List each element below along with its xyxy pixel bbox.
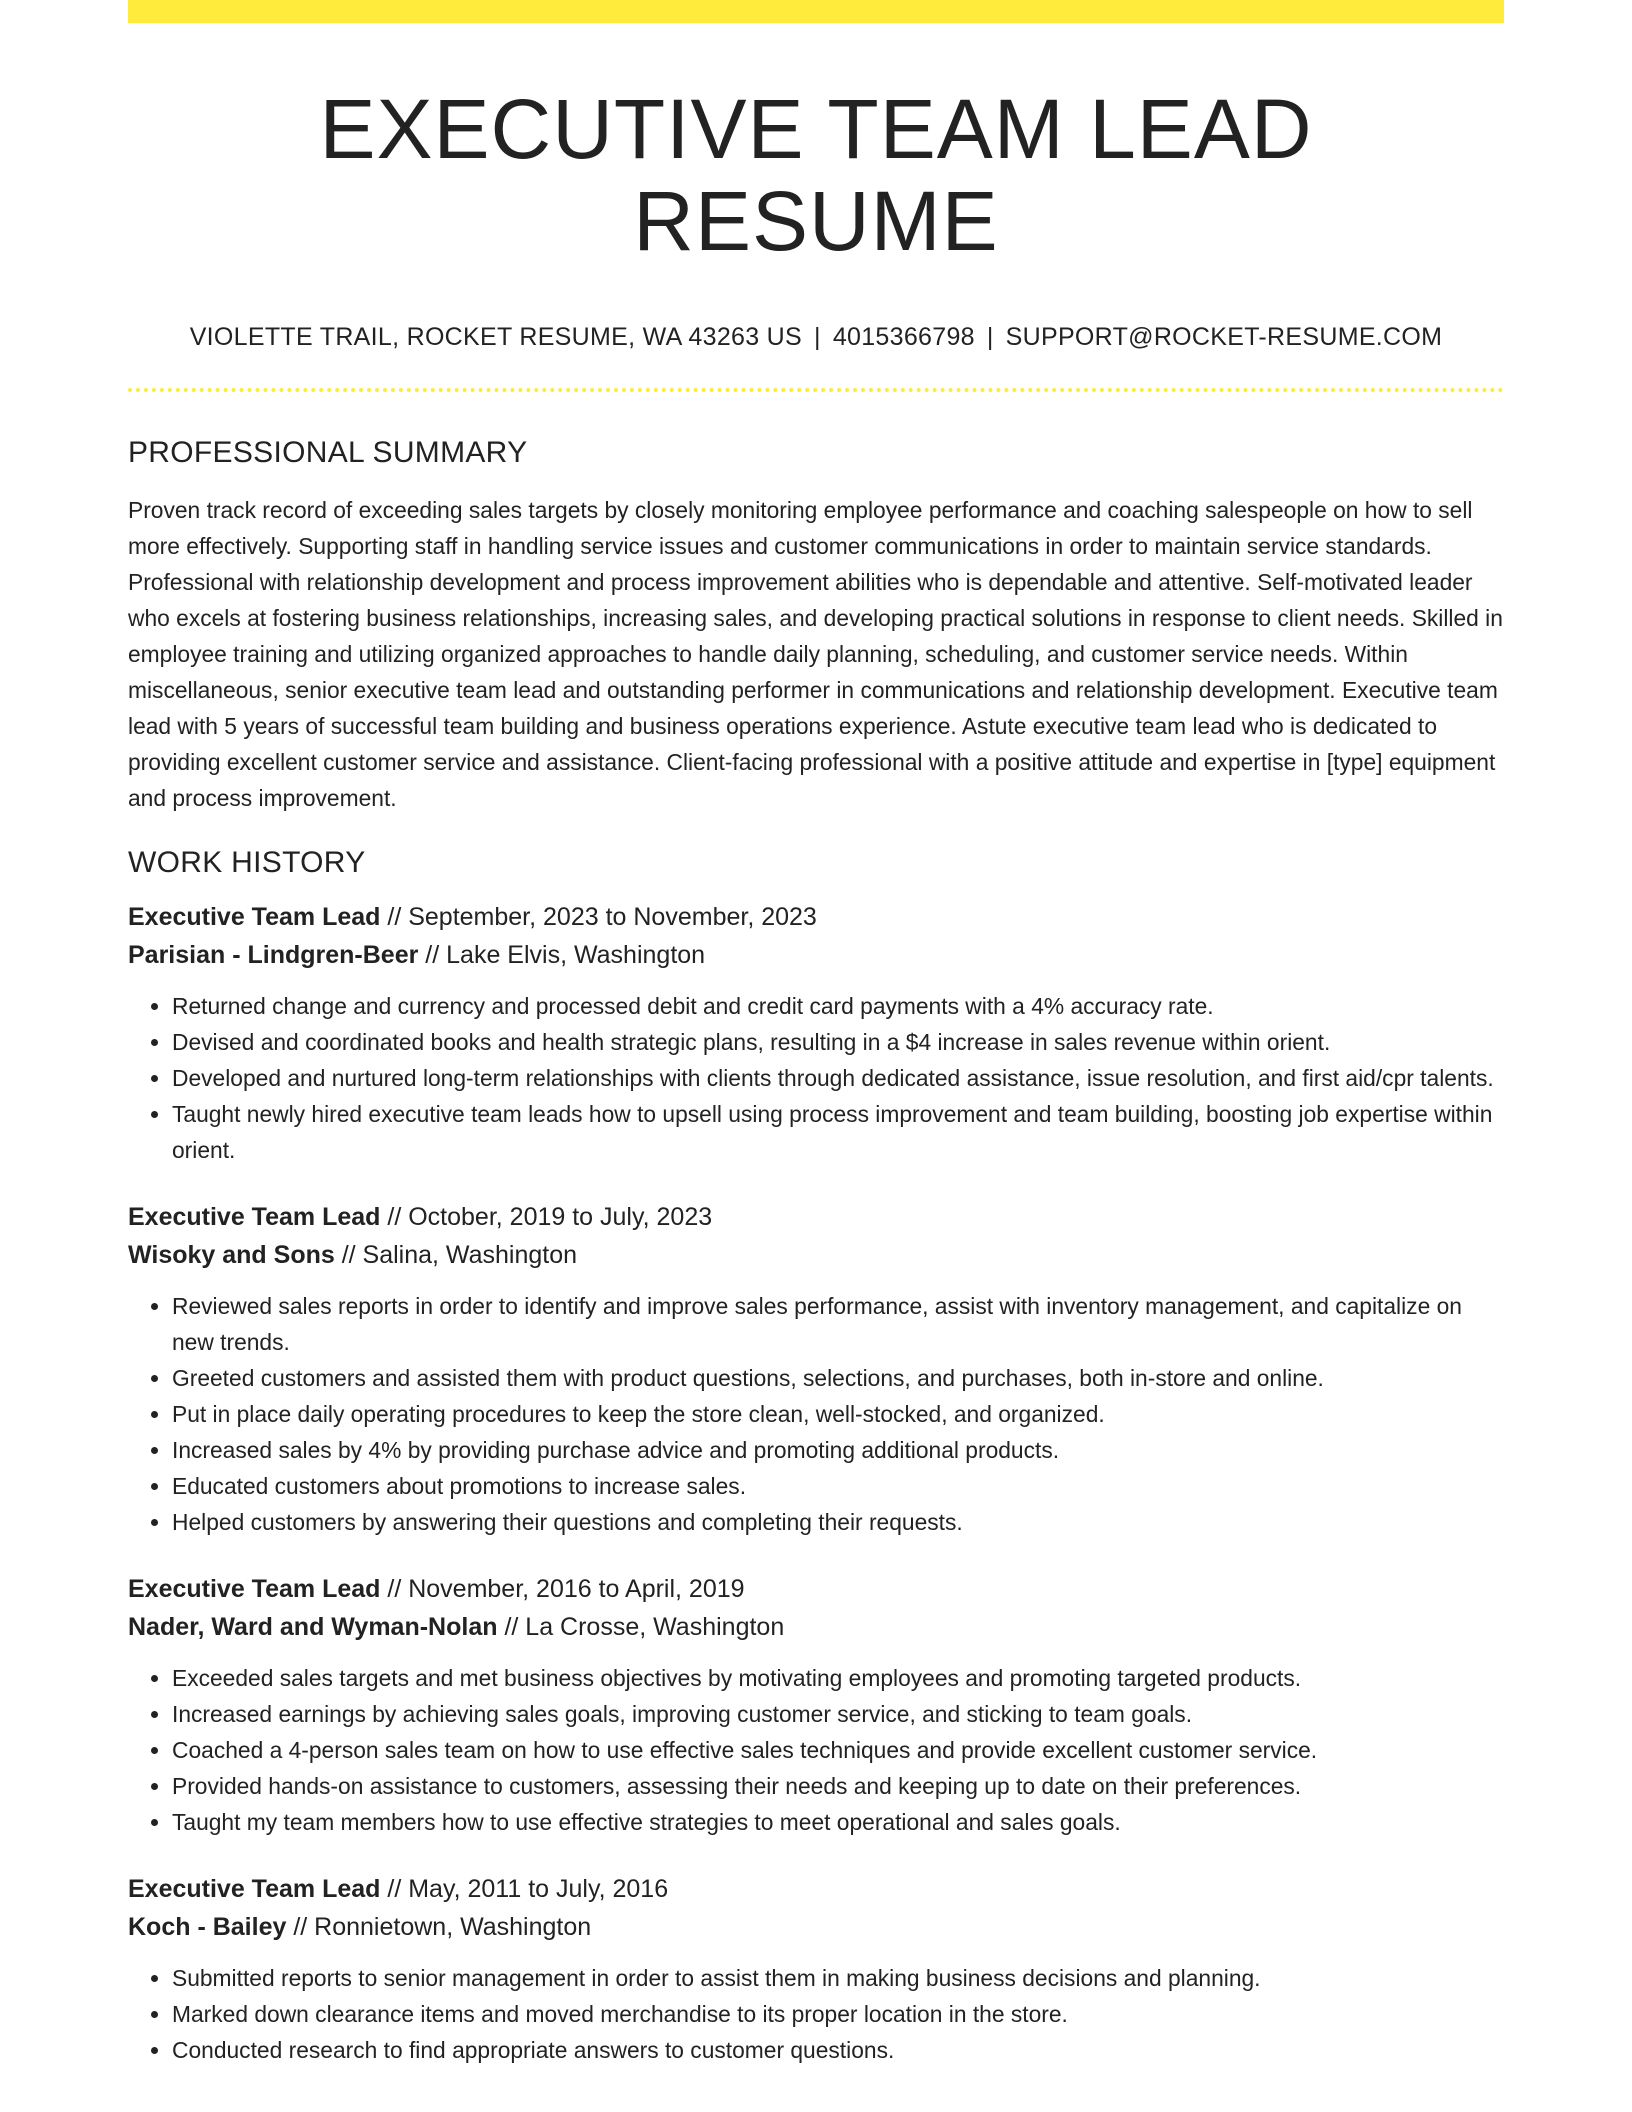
job-location: // Ronnietown, Washington bbox=[286, 1912, 592, 1941]
job-dates: // October, 2019 to July, 2023 bbox=[380, 1202, 713, 1231]
job-entry bbox=[128, 1570, 1504, 1840]
job-bullets bbox=[128, 1288, 1504, 1540]
job-title-line bbox=[128, 898, 1504, 936]
job-company: Koch - Bailey bbox=[128, 1912, 287, 1941]
job-bullet: • Increased earnings by achieving sales goals, improving customer service, and sticking to team goals. bbox=[172, 1696, 1504, 1732]
job-bullet: • Conducted research to find appropriate answers to customer questions. bbox=[172, 2032, 1504, 2068]
job-bullet: • Educated customers about promotions to increase sales. bbox=[172, 1468, 1504, 1504]
contact-email: SUPPORT@ROCKET-RESUME.COM bbox=[1005, 322, 1443, 351]
job-title: Executive Team Lead bbox=[128, 1874, 381, 1903]
job-title-line bbox=[128, 1570, 1504, 1608]
job-title-line bbox=[128, 1198, 1504, 1236]
job-company: Wisoky and Sons bbox=[128, 1240, 335, 1269]
job-bullet: • Put in place daily operating procedures to keep the store clean, well-stocked, and organized. bbox=[172, 1396, 1504, 1432]
job-dates: // May, 2011 to July, 2016 bbox=[380, 1874, 669, 1903]
job-entry bbox=[128, 1870, 1504, 2068]
work-history-heading: WORK HISTORY bbox=[128, 845, 366, 879]
dotted-divider bbox=[128, 388, 1504, 392]
job-title: Executive Team Lead bbox=[128, 902, 381, 931]
job-bullets bbox=[128, 1960, 1504, 2068]
job-bullet: • Increased sales by 4% by providing purchase advice and promoting additional products. bbox=[172, 1432, 1504, 1468]
job-bullet: • Devised and coordinated books and health strategic plans, resulting in a $4 increase in sales revenue within orient. bbox=[172, 1024, 1504, 1060]
job-company-line bbox=[128, 1608, 1504, 1646]
job-company-line bbox=[128, 1908, 1504, 1946]
job-location: // Salina, Washington bbox=[334, 1240, 578, 1269]
job-bullet: • Greeted customers and assisted them with product questions, selections, and purchases, both in-store and online. bbox=[172, 1360, 1504, 1396]
contact-address: VIOLETTE TRAIL, ROCKET RESUME, WA 43263 US bbox=[189, 322, 803, 351]
job-bullet: • Taught my team members how to use effective strategies to meet operational and sales goals. bbox=[172, 1804, 1504, 1840]
contact-separator: | bbox=[986, 322, 994, 351]
job-company-line bbox=[128, 936, 1504, 974]
job-bullets bbox=[128, 988, 1504, 1168]
job-bullet: • Coached a 4-person sales team on how to use effective sales techniques and provide excellent customer service. bbox=[172, 1732, 1504, 1768]
summary-heading: PROFESSIONAL SUMMARY bbox=[128, 435, 528, 469]
job-bullets bbox=[128, 1660, 1504, 1840]
contact-line bbox=[128, 323, 1504, 352]
job-bullet: • Provided hands-on assistance to customers, assessing their needs and keeping up to date on their preferences. bbox=[172, 1768, 1504, 1804]
job-location: // La Crosse, Washington bbox=[497, 1612, 785, 1641]
job-entry bbox=[128, 898, 1504, 1168]
job-title: Executive Team Lead bbox=[128, 1574, 381, 1603]
contact-separator: | bbox=[814, 322, 821, 351]
summary-text: Proven track record of exceeding sales targets by closely monitoring employee performance and coaching salespeople on how to sell more effectively. Supporting staff in handling service issues and customer communications in order to maintain service standards. Professional with relationship development and process improvement abilities who is dependable and attentive. Self-motivated leader who excels at fostering business relationships, increasing sales, and developing practical solutions in response to client needs. Skilled in employee training and utilizing organized approaches to handle daily planning, scheduling, and customer service needs. Within miscellaneous, senior executive team lead and outstanding performer in communications and relationship development. Executive team lead with 5 years of successful team building and business operations experience. Astute executive team lead who is dedicated to providing excellent customer service and assistance. Client-facing professional with a positive attitude and expertise in [type] equipment and process improvement. bbox=[128, 496, 1503, 811]
job-bullet: • Taught newly hired executive team leads how to upsell using process improvement and team building, boosting job expertise within orient. bbox=[172, 1096, 1504, 1168]
resume-page bbox=[128, 0, 1504, 2068]
job-location: // Lake Elvis, Washington bbox=[418, 940, 706, 969]
job-company-line bbox=[128, 1236, 1504, 1274]
job-dates: // November, 2016 to April, 2019 bbox=[380, 1574, 745, 1603]
work-history-list bbox=[128, 898, 1504, 2068]
job-bullet: • Helped customers by answering their questions and completing their requests. bbox=[172, 1504, 1504, 1540]
job-company: Parisian - Lindgren-Beer bbox=[128, 940, 419, 969]
job-entry bbox=[128, 1198, 1504, 1540]
job-bullet: • Developed and nurtured long-term relationships with clients through dedicated assistance, issue resolution, and first aid/cpr talents. bbox=[172, 1060, 1504, 1096]
job-title-line bbox=[128, 1870, 1504, 1908]
job-bullet: • Marked down clearance items and moved merchandise to its proper location in the store. bbox=[172, 1996, 1504, 2032]
resume-title: EXECUTIVE TEAM LEAD RESUME bbox=[319, 82, 1313, 269]
contact-phone: 4015366798 bbox=[832, 322, 975, 351]
job-bullet: • Exceeded sales targets and met business objectives by motivating employees and promoting targeted products. bbox=[172, 1660, 1504, 1696]
job-dates: // September, 2023 to November, 2023 bbox=[380, 902, 817, 931]
job-bullet: • Submitted reports to senior management in order to assist them in making business decisions and planning. bbox=[172, 1960, 1504, 1996]
job-bullet: • Reviewed sales reports in order to identify and improve sales performance, assist with inventory management, and capitalize on new trends. bbox=[172, 1288, 1504, 1360]
job-company: Nader, Ward and Wyman-Nolan bbox=[128, 1612, 498, 1641]
job-bullet: • Returned change and currency and processed debit and credit card payments with a 4% accuracy rate. bbox=[172, 988, 1504, 1024]
job-title: Executive Team Lead bbox=[128, 1202, 381, 1231]
accent-bar bbox=[128, 0, 1504, 23]
